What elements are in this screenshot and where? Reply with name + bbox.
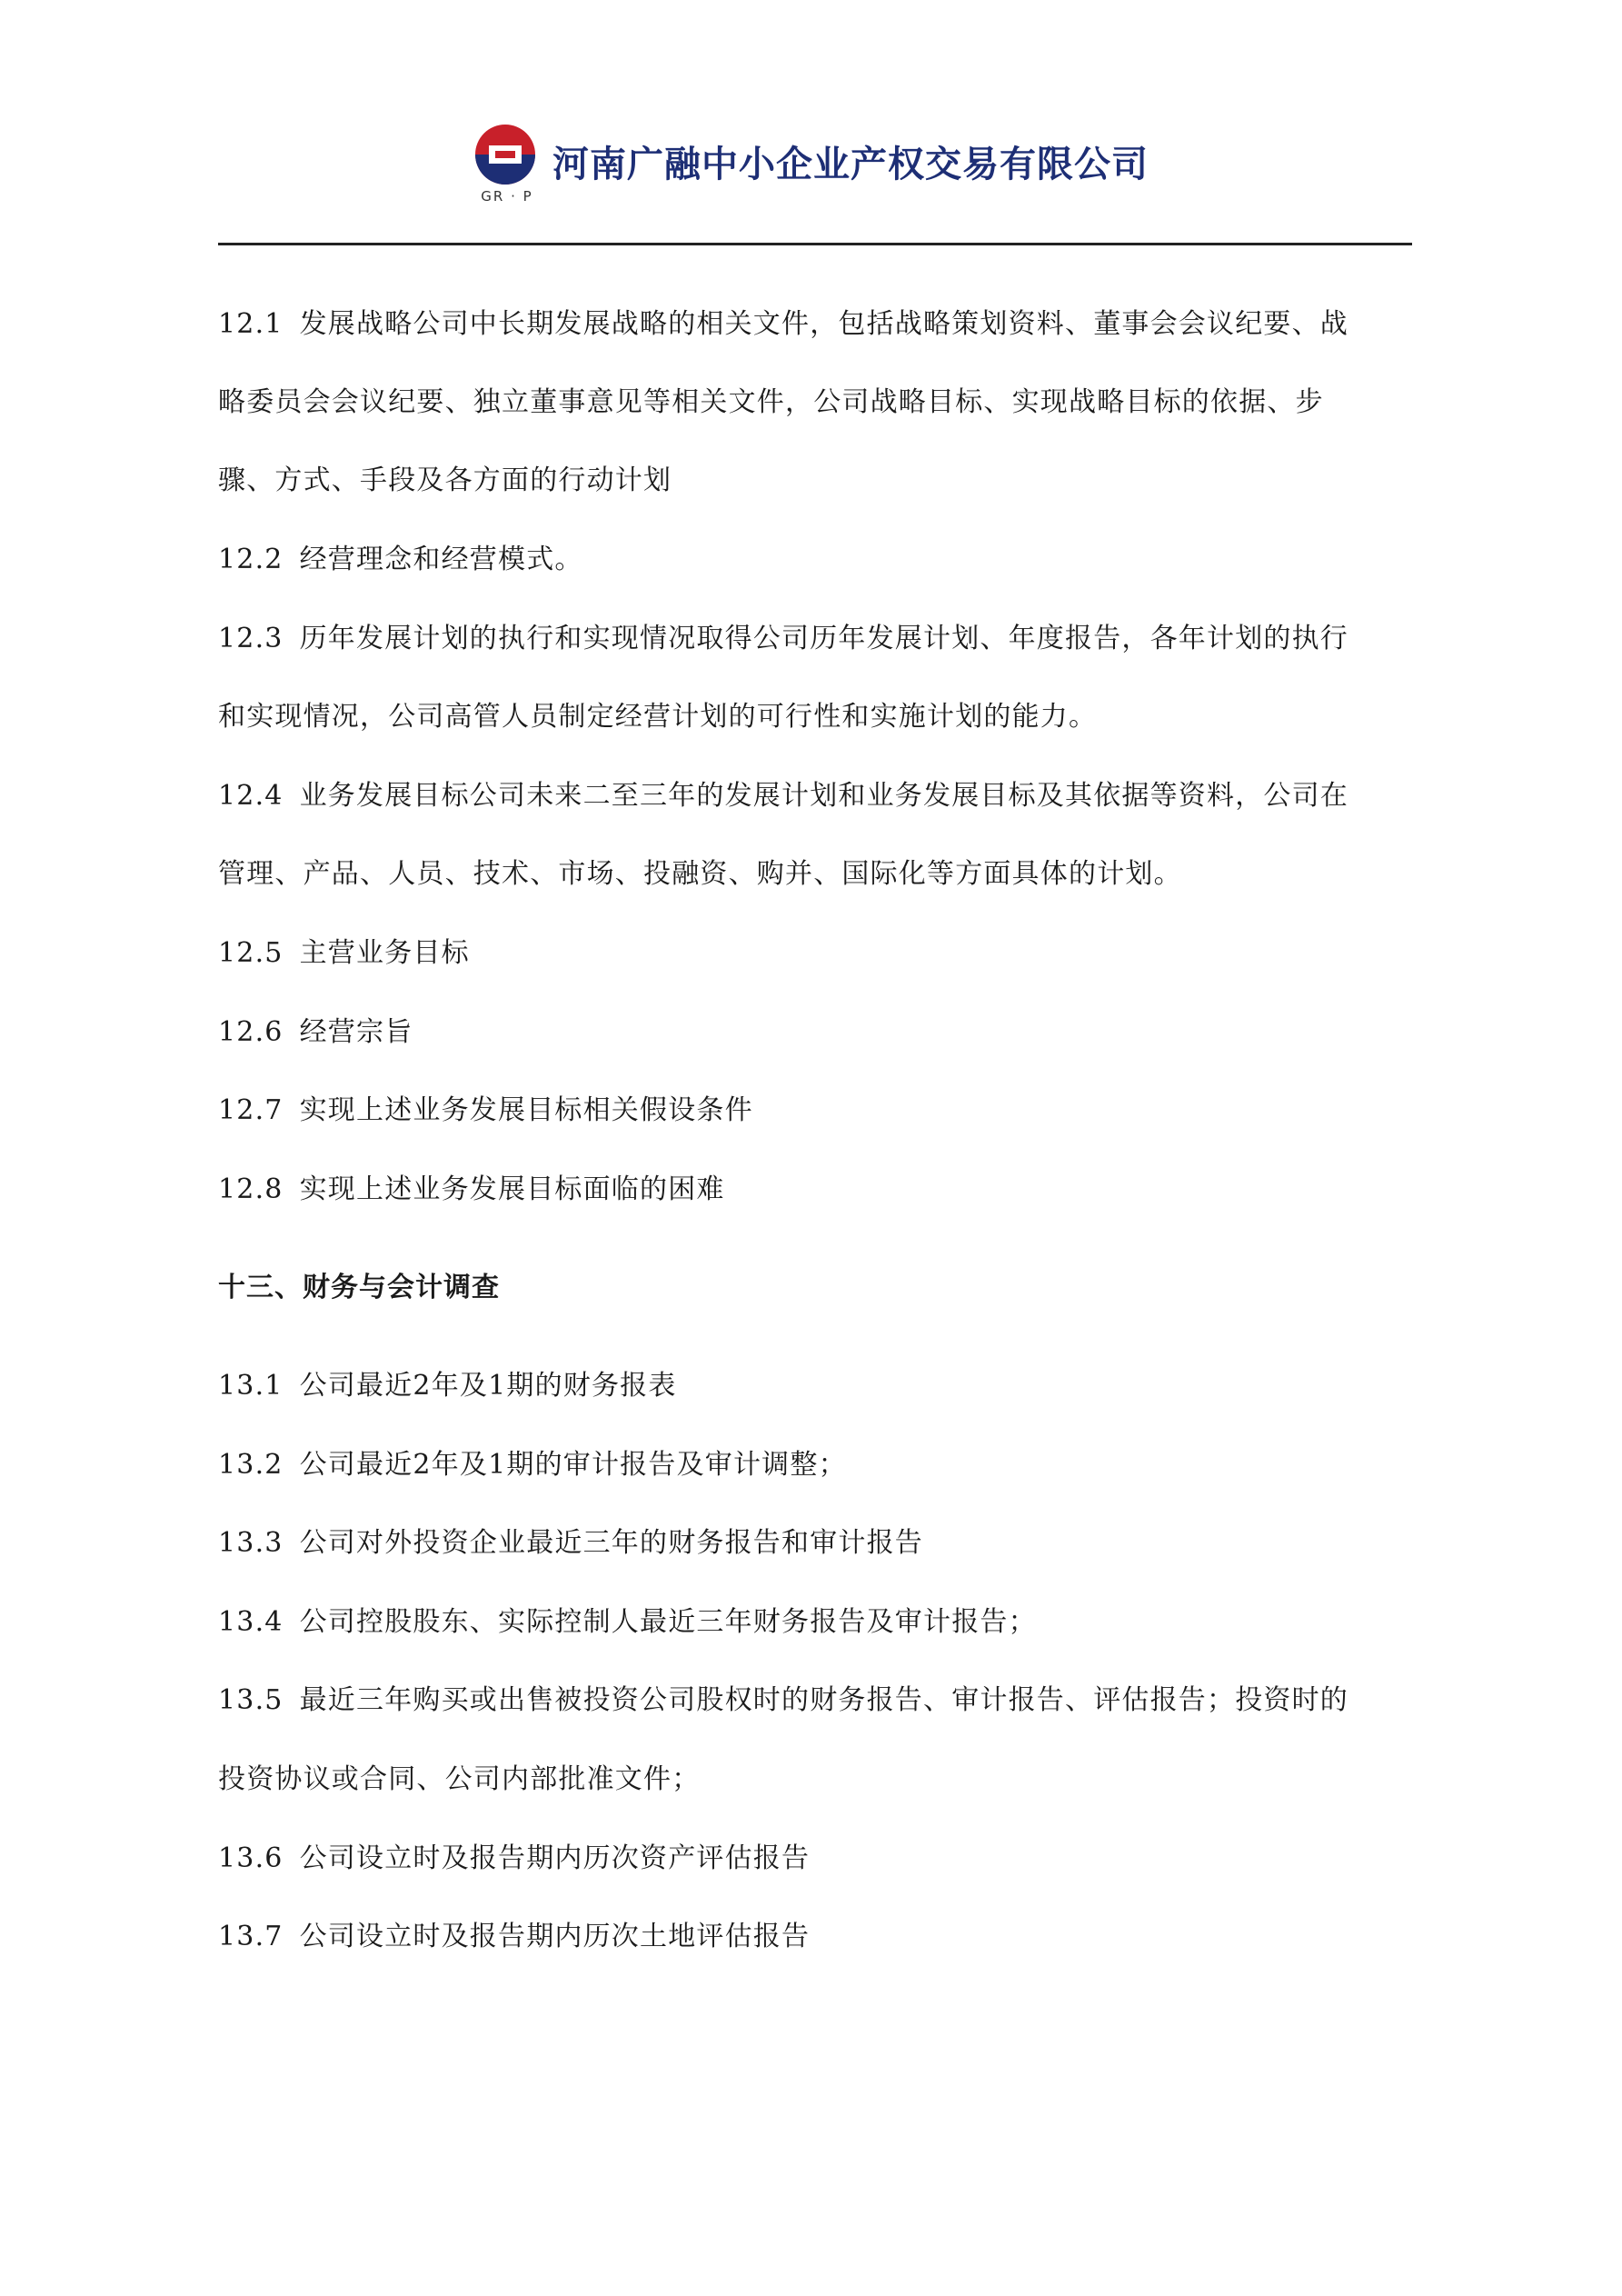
logo-text: GR · P xyxy=(481,188,533,205)
item-13-5-line2: 投资协议或合同、公司内部批准文件； xyxy=(218,1763,701,1795)
page-header xyxy=(218,114,1412,245)
item-12-3-line1: 12.3 历年发展计划的执行和实现情况取得公司历年发展计划、年度报告，各年计划的执行 xyxy=(218,623,1349,654)
header-divider xyxy=(218,243,1412,245)
item-12-1-line3: 骤、方式、手段及各方面的行动计划 xyxy=(218,464,672,496)
item-12-8: 12.8 实现上述业务发展目标面临的困难 xyxy=(218,1173,725,1205)
company-name: 河南广融中小企业产权交易有限公司 xyxy=(552,144,1149,185)
section-heading: 十三、财务与会计调查 xyxy=(218,1272,500,1303)
item-12-4-line1: 12.4 业务发展目标公司未来二至三年的发展计划和业务发展目标及其依据等资料，公司在 xyxy=(218,780,1349,812)
company-logo-icon xyxy=(473,123,537,186)
item-12-6: 12.6 经营宗旨 xyxy=(218,1016,413,1048)
item-12-7: 12.7 实现上述业务发展目标相关假设条件 xyxy=(218,1094,753,1126)
item-13-3: 13.3 公司对外投资企业最近三年的财务报告和审计报告 xyxy=(218,1527,924,1559)
item-12-5: 12.5 主营业务目标 xyxy=(218,937,470,969)
item-13-2: 13.2 公司最近2年及1期的审计报告及审计调整； xyxy=(218,1449,847,1481)
item-12-1-line1: 12.1 发展战略公司中长期发展战略的相关文件，包括战略策划资料、董事会会议纪要、战 xyxy=(218,308,1349,340)
item-12-2: 12.2 经营理念和经营模式。 xyxy=(218,544,583,575)
item-13-4: 13.4 公司控股股东、实际控制人最近三年财务报告及审计报告； xyxy=(218,1606,1037,1638)
item-13-7: 13.7 公司设立时及报告期内历次土地评估报告 xyxy=(218,1921,811,1952)
item-13-6: 13.6 公司设立时及报告期内历次资产评估报告 xyxy=(218,1842,811,1874)
item-13-5-line1: 13.5 最近三年购买或出售被投资公司股权时的财务报告、审计报告、评估报告；投资时的 xyxy=(218,1684,1349,1716)
item-12-3-line2: 和实现情况，公司高管人员制定经营计划的可行性和实施计划的能力。 xyxy=(218,701,1098,733)
item-13-1: 13.1 公司最近2年及1期的财务报表 xyxy=(218,1370,677,1402)
item-12-4-line2: 管理、产品、人员、技术、市场、投融资、购并、国际化等方面具体的计划。 xyxy=(218,858,1182,890)
item-12-1-line2: 略委员会会议纪要、独立董事意见等相关文件，公司战略目标、实现战略目标的依据、步 xyxy=(218,386,1324,418)
